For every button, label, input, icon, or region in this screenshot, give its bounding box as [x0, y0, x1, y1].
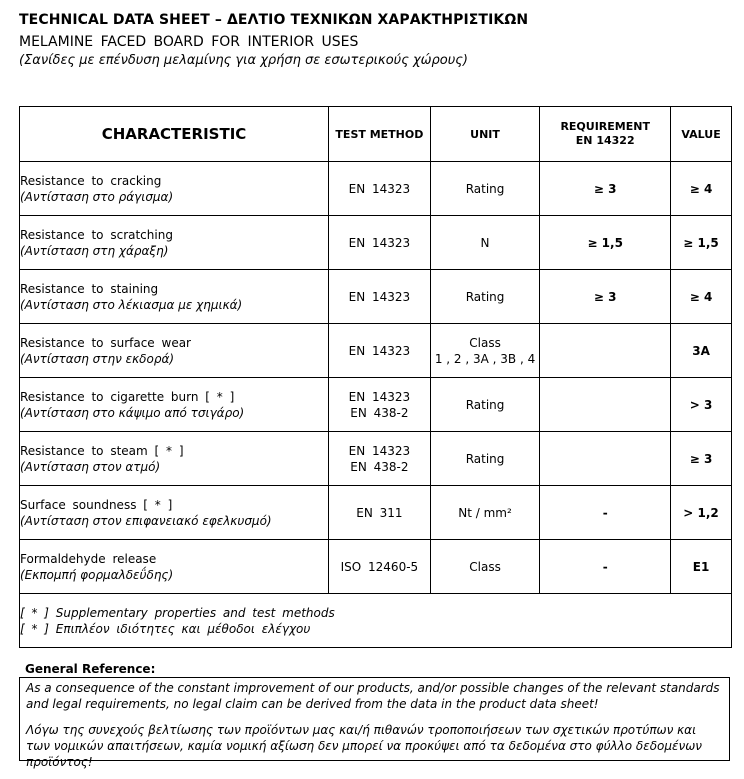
table-row: [20, 378, 732, 432]
characteristic-name: Resistance to cigarette burn [ * ]: [20, 389, 235, 404]
test-method-cell: [329, 324, 431, 378]
test-method-primary: EN 14323: [348, 343, 411, 358]
requirement-cell: -: [540, 540, 671, 594]
table-row: [20, 540, 732, 594]
test-method-secondary: EN 438-2: [350, 405, 409, 420]
general-reference-box: [19, 677, 730, 769]
characteristic-cell: [20, 540, 329, 594]
unit-primary: Rating: [465, 181, 505, 196]
requirement-cell: ≥ 1,5: [540, 216, 671, 270]
technical-data-table: [19, 106, 732, 648]
test-method-cell: [329, 540, 431, 594]
characteristic-name-greek: (Αντίσταση στο ράγισμα): [20, 189, 174, 204]
column-header-unit: UNIT: [430, 107, 540, 162]
unit-cell: [430, 216, 540, 270]
document-title: TECHNICAL DATA SHEET – ΔΕΛΤΙΟ ΤΕΧΝΙΚΩΝ ΧΑΡΑΚΤΗΡΙΣΤΙΚΩΝ: [19, 12, 529, 28]
column-header-test-method: TEST METHOD: [329, 107, 431, 162]
characteristic-cell: [20, 324, 329, 378]
test-method-primary: EN 14323: [348, 389, 411, 404]
table-row: [20, 324, 732, 378]
test-method-primary: EN 14323: [348, 235, 411, 250]
test-method-primary: EN 14323: [348, 443, 411, 458]
table-header-row: [20, 107, 732, 162]
requirement-cell: ≥ 3: [540, 270, 671, 324]
value-cell: > 1,2: [671, 486, 732, 540]
characteristic-name: Resistance to steam [ * ]: [20, 443, 184, 458]
characteristic-cell: [20, 378, 329, 432]
column-header-value: VALUE: [671, 107, 732, 162]
test-method-secondary: EN 438-2: [350, 459, 409, 474]
value-cell: ≥ 4: [671, 162, 732, 216]
column-header-characteristic: CHARACTERISTIC: [20, 107, 329, 162]
table-row: [20, 432, 732, 486]
value-cell: ≥ 3: [671, 432, 732, 486]
requirement-cell: ≥ 3: [540, 162, 671, 216]
value-cell: 3A: [671, 324, 732, 378]
unit-primary: Nt / mm²: [458, 505, 512, 520]
characteristic-cell: [20, 270, 329, 324]
document-subtitle: MELAMINE FACED BOARD FOR INTERIOR USES: [19, 34, 359, 50]
note-greek: [ * ] Επιπλέον ιδιότητες και μέθοδοι ελέγχου: [20, 621, 311, 636]
characteristic-name-greek: (Αντίσταση στον ατμό): [20, 459, 161, 474]
unit-cell: [430, 486, 540, 540]
note-english: [ * ] Supplementary properties and test methods: [20, 605, 335, 620]
value-cell: E1: [671, 540, 732, 594]
value-cell: ≥ 1,5: [671, 216, 732, 270]
characteristic-name: Resistance to cracking: [20, 173, 162, 188]
unit-primary: N: [480, 235, 490, 250]
general-reference-label: General Reference:: [25, 662, 156, 676]
general-reference-english: As a consequence of the constant improvement of our products, and/or possible changes of the relevant standards and legal requirements, no legal claim can be derived from the data in the product data sheet!: [26, 681, 720, 711]
requirement-header-line-2: EN 14322: [575, 134, 635, 147]
unit-primary: Class: [469, 559, 501, 574]
test-method-cell: [329, 162, 431, 216]
table-row: [20, 162, 732, 216]
test-method-primary: ISO 12460-5: [340, 559, 419, 574]
unit-primary: Rating: [465, 289, 505, 304]
characteristic-name-greek: (Αντίσταση στη χάραξη): [20, 243, 169, 258]
test-method-cell: [329, 216, 431, 270]
test-method-primary: EN 14323: [348, 181, 411, 196]
column-header-requirement: [540, 107, 671, 162]
unit-cell: [430, 162, 540, 216]
characteristic-cell: [20, 162, 329, 216]
test-method-primary: EN 311: [356, 505, 403, 520]
characteristic-name: Resistance to scratching: [20, 227, 173, 242]
table-row: [20, 486, 732, 540]
general-reference-greek: Λόγω της συνεχούς βελτίωσης των προϊόντων μας και/ή πιθανών τροποποιήσεων των σχετικών προτύπων και των νομικών απαιτήσεων, καμία νομική αξίωση δεν μπορεί να προκύψει από τα δεδομένα στο φύλλο δεδομένων προϊόντος!: [26, 723, 702, 769]
characteristic-name-greek: (Εκπομπή φορμαλδεΰδης): [20, 567, 174, 582]
value-cell: > 3: [671, 378, 732, 432]
table-row: [20, 216, 732, 270]
unit-primary: Rating: [465, 451, 505, 466]
characteristic-name: Resistance to surface wear: [20, 335, 191, 350]
unit-cell: [430, 270, 540, 324]
unit-cell: [430, 540, 540, 594]
characteristic-name-greek: (Αντίσταση στον επιφανειακό εφελκυσμό): [20, 513, 272, 528]
document-subtitle-greek: (Σανίδες με επένδυση μελαμίνης για χρήση σε εσωτερικούς χώρους): [19, 53, 468, 68]
unit-cell: [430, 378, 540, 432]
characteristic-name-greek: (Αντίσταση στην εκδορά): [20, 351, 175, 366]
characteristic-name-greek: (Αντίσταση στο λέκιασμα με χημικά): [20, 297, 243, 312]
characteristic-name: Surface soundness [ * ]: [20, 497, 173, 512]
test-method-cell: [329, 486, 431, 540]
requirement-cell: -: [540, 486, 671, 540]
requirement-cell: [540, 324, 671, 378]
requirement-cell: [540, 432, 671, 486]
table-row: [20, 270, 732, 324]
characteristic-cell: [20, 432, 329, 486]
unit-primary: Rating: [465, 397, 505, 412]
unit-cell: [430, 432, 540, 486]
unit-secondary: 1 , 2 , 3A , 3B , 4: [434, 351, 536, 366]
characteristic-name: Formaldehyde release: [20, 551, 157, 566]
requirement-header-line-1: REQUIREMENT: [560, 120, 650, 133]
characteristic-cell: [20, 216, 329, 270]
table-note-row: [20, 594, 732, 648]
requirement-cell: [540, 378, 671, 432]
unit-primary: Class: [469, 335, 501, 350]
characteristic-cell: [20, 486, 329, 540]
characteristic-name: Resistance to staining: [20, 281, 159, 296]
test-method-cell: [329, 432, 431, 486]
test-method-cell: [329, 378, 431, 432]
characteristic-name-greek: (Αντίσταση στο κάψιμο από τσιγάρο): [20, 405, 245, 420]
unit-cell: [430, 324, 540, 378]
value-cell: ≥ 4: [671, 270, 732, 324]
table-note: [20, 594, 732, 648]
test-method-cell: [329, 270, 431, 324]
test-method-primary: EN 14323: [348, 289, 411, 304]
